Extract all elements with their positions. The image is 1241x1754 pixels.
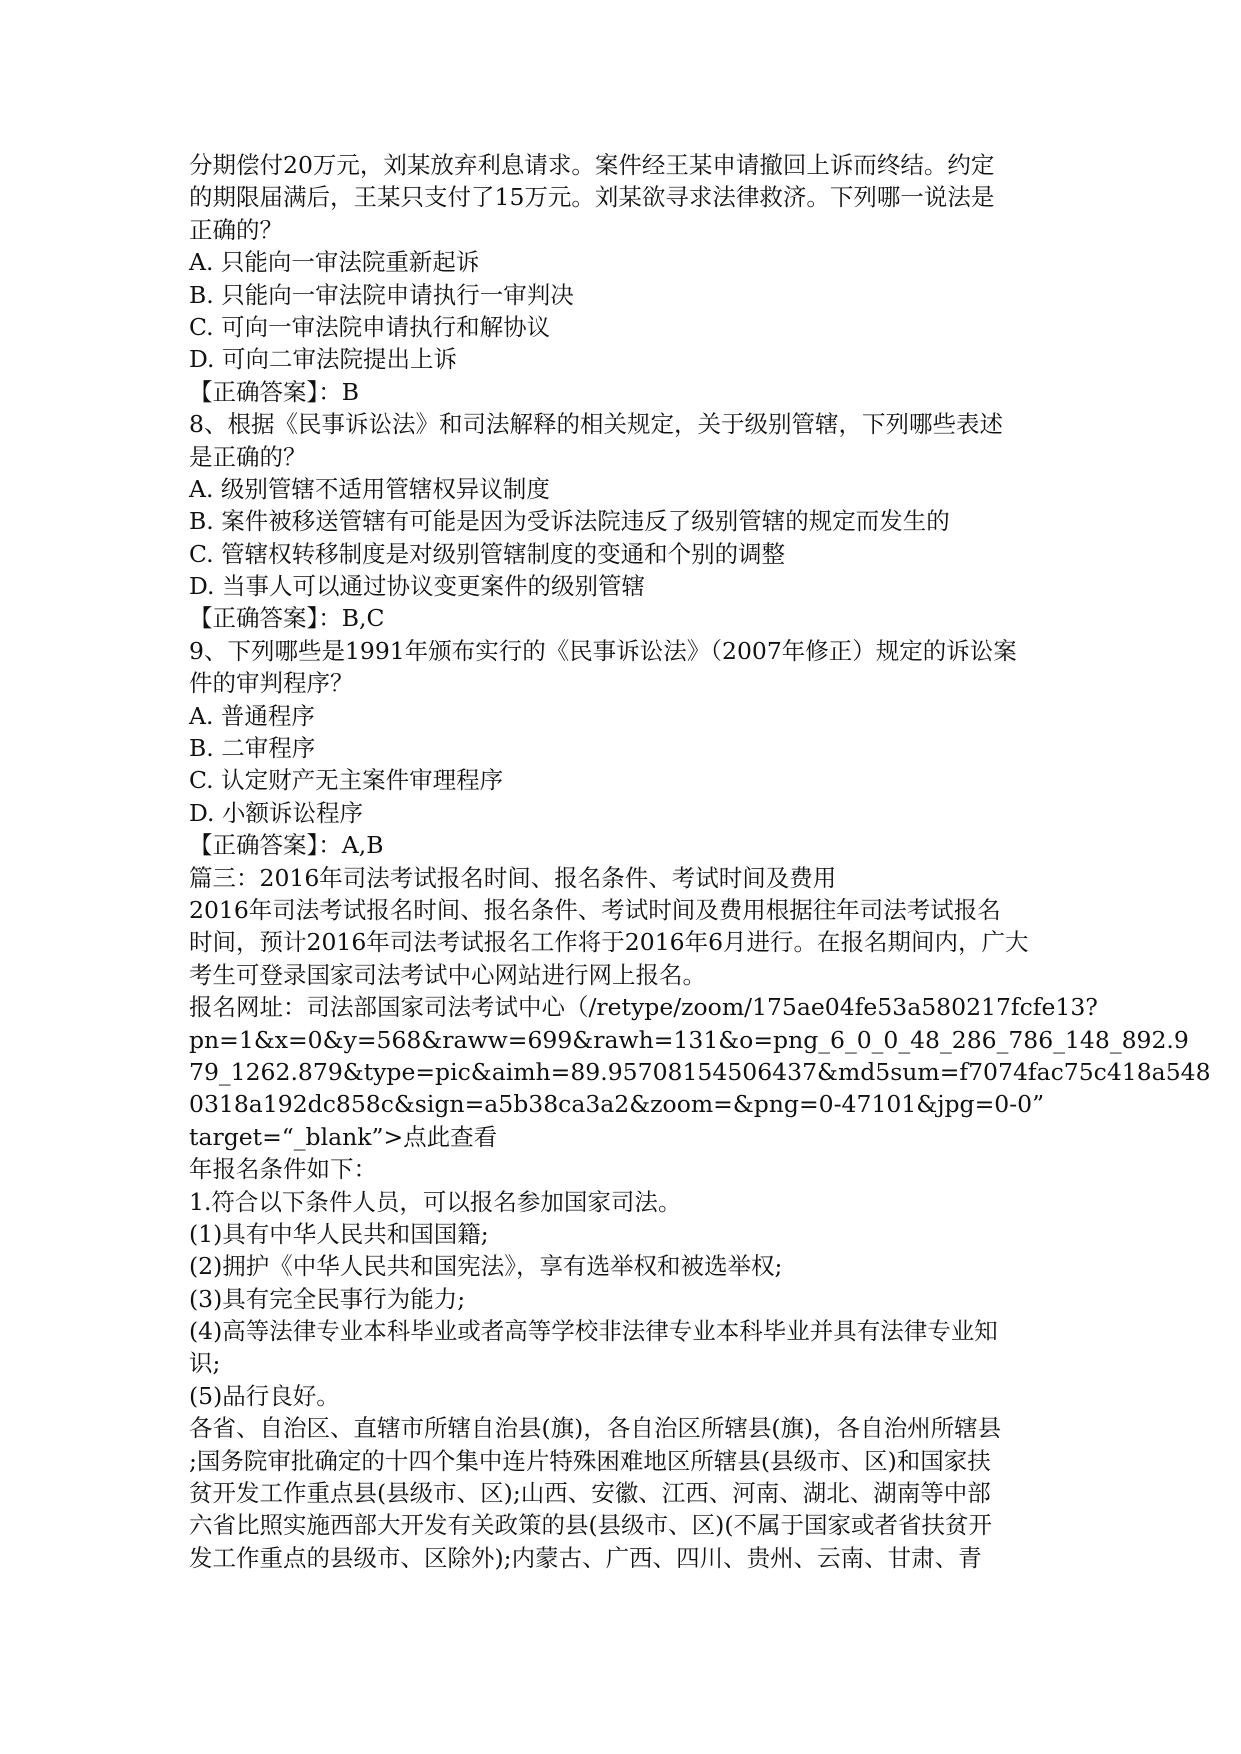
text-line: 发工作重点的县级市、区除外);内蒙古、广西、四川、贵州、云南、甘肃、青 [189, 1543, 982, 1572]
registration-url-line: 报名网址：司法部国家司法考试中心（/retype/zoom/175ae04fe53a580217fcfe13? [189, 993, 1098, 1022]
condition-item: (5)品行良好。 [189, 1381, 340, 1410]
text-line: 六省比照实施西部大开发有关政策的县(县级市、区)(不属于国家或者省扶贫开 [189, 1511, 993, 1540]
registration-url-line: pn=1&x=0&y=568&raww=699&rawh=131&o=png_6_0_0_48_286_786_148_892.9 [189, 1025, 1189, 1054]
option-d: D. 可向二审法院提出上诉 [189, 345, 457, 374]
text-line: 年报名条件如下： [189, 1155, 377, 1184]
text-line: 各省、自治区、直辖市所辖自治县(旗)，各自治区所辖县(旗)，各自治州所辖县 [189, 1414, 1002, 1443]
option-c: C. 管辖权转移制度是对级别管辖制度的变通和个别的调整 [189, 539, 786, 568]
option-a: A. 级别管辖不适用管辖权异议制度 [189, 474, 550, 503]
text-line: 时间，预计2016年司法考试报名工作将于2016年6月进行。在报名期间内，广大 [189, 928, 1029, 957]
option-b: B. 二审程序 [189, 734, 316, 763]
option-a: A. 普通程序 [189, 701, 315, 730]
text-line: 是正确的？ [189, 442, 307, 471]
registration-url-line: 0318a192dc858c&sign=a5b38ca3a2&zoom=&png=0-47101&jpg=0-0” [189, 1090, 1045, 1119]
condition-item: (1)具有中华人民共和国国籍; [189, 1219, 489, 1248]
option-d: D. 小额诉讼程序 [189, 798, 363, 827]
correct-answer: 【正确答案】：A,B [189, 831, 384, 860]
text-line: ;国务院审批确定的十四个集中连片特殊困难地区所辖县(县级市、区)和国家扶 [189, 1446, 991, 1475]
text-line: 贫开发工作重点县(县级市、区);山西、安徽、江西、河南、湖北、湖南等中部 [189, 1479, 991, 1508]
correct-answer: 【正确答案】：B [189, 377, 360, 406]
text-line: 1.符合以下条件人员，可以报名参加国家司法。 [189, 1187, 682, 1216]
question-9: 9、下列哪些是1991年颁布实行的《民事诉讼法》（2007年修正）规定的诉讼案 [189, 636, 1017, 665]
option-a: A. 只能向一审法院重新起诉 [189, 248, 480, 277]
document-body [189, 149, 1211, 1574]
correct-answer: 【正确答案】：B,C [189, 604, 385, 633]
question-8: 8、根据《民事诉讼法》和司法解释的相关规定，关于级别管辖，下列哪些表述 [189, 410, 1003, 439]
option-c: C. 可向一审法院申请执行和解协议 [189, 312, 551, 341]
text-line: 考生可登录国家司法考试中心网站进行网上报名。 [189, 960, 706, 989]
registration-url-line: target=“_blank”>点此查看 [189, 1122, 498, 1151]
condition-item: (3)具有完全民事行为能力; [189, 1284, 466, 1313]
option-b: B. 只能向一审法院申请执行一审判决 [189, 280, 574, 309]
text-line: 的期限届满后，王某只支付了15万元。刘某欲寻求法律救济。下列哪一说法是 [189, 183, 995, 212]
option-c: C. 认定财产无主案件审理程序 [189, 766, 504, 795]
option-b: B. 案件被移送管辖有可能是因为受诉法院违反了级别管辖的规定而发生的 [189, 507, 950, 536]
condition-item: (2)拥护《中华人民共和国宪法》，享有选举权和被选举权; [189, 1252, 783, 1281]
condition-item: 识; [189, 1349, 221, 1378]
registration-url-line: 79_1262.879&type=pic&aimh=89.95708154506437&md5sum=f7074fac75c418a548 [189, 1057, 1211, 1086]
text-line: 件的审判程序？ [189, 669, 354, 698]
condition-item: (4)高等法律专业本科毕业或者高等学校非法律专业本科毕业并具有法律专业知 [189, 1317, 998, 1346]
text-line: 正确的？ [189, 215, 283, 244]
option-d: D. 当事人可以通过协议变更案件的级别管辖 [189, 572, 645, 601]
text-line: 分期偿付20万元，刘某放弃利息请求。案件经王某申请撤回上诉而终结。约定 [189, 151, 995, 179]
text-line: 2016年司法考试报名时间、报名条件、考试时间及费用根据往年司法考试报名 [189, 895, 1001, 924]
section-heading: 篇三：2016年司法考试报名时间、报名条件、考试时间及费用 [189, 863, 837, 892]
